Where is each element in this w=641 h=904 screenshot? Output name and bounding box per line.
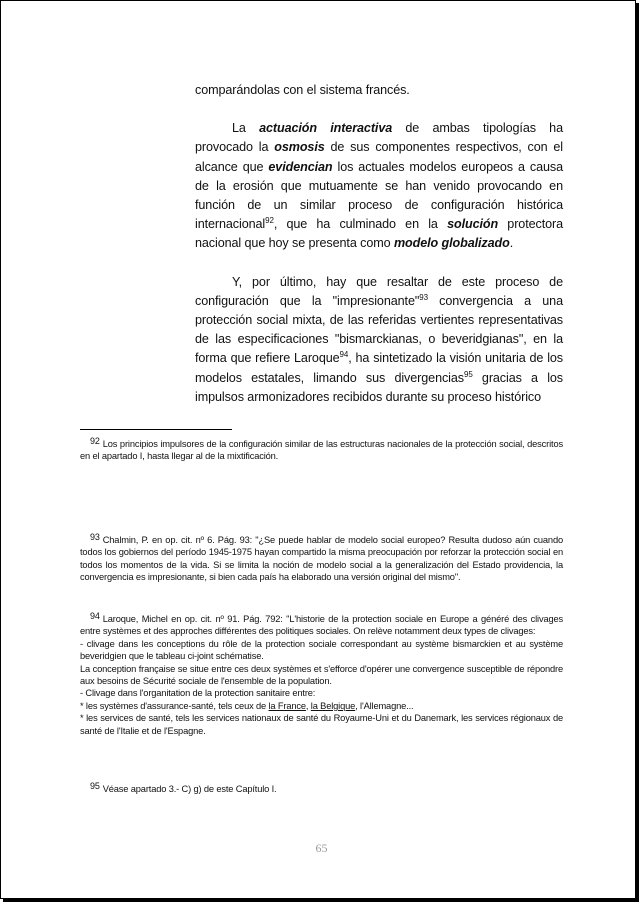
footnote-ref-92[interactable]: 92: [265, 216, 274, 226]
text-run: , ha sintetizado la visión unitaria de los modelos estatales, limando sus divergencias: [195, 351, 563, 385]
footnote-text: Véase apartado 3.- C) g) de este Capítulo I.: [102, 784, 277, 794]
text-run: los actuales modelos europeos a causa de la erosión que mutuamente se han venido provocando en función de un similar proceso de configuración histórica internacional: [195, 159, 563, 232]
emphasis: osmosis: [274, 140, 325, 155]
emphasis: modelo globalizado: [393, 236, 510, 251]
footnote-text: - Clivage dans l'organitation de la protection sanitaire entre:: [80, 688, 316, 699]
text-run: La: [232, 121, 260, 136]
text-run: de sus componentes respectivos, con el alcance que: [195, 140, 563, 174]
text-run: de ambas tipologías ha provocado la: [195, 121, 563, 155]
footnote-separator: [80, 429, 232, 430]
text-run: , l'Allemagne...: [355, 700, 414, 711]
footnote-text: La conception française se situe entre ces deux systèmes et s'efforce d'opérer une convergence susceptible de répondre aux besoins de Sécurité sociale de l'ensemble de la population.: [80, 663, 563, 687]
text-run: protectora nacional que hoy se presenta como: [195, 217, 563, 251]
emphasis: solución: [447, 217, 499, 232]
emphasis: actuación interactiva: [259, 121, 393, 136]
paragraph-1: comparándolas con el sistema francés.: [195, 83, 410, 97]
footnote-ref-95[interactable]: 95: [463, 369, 473, 379]
footnote-text: Chalmin, P. en op. cit. nº 6. Pág. 93: "¿Se puede hablar de modelo social europeo? Resulta dudoso aún cuando todos los gobiernos del período 1945-1975 hayan compartido la misma preocupación por reforzar la protección social en todos los momentos de la vida. Si se limita la noción de modelo social a la generalización del Estado providencia, la convergencia es impresionante, si bien cada país ha elaborado una versión original del mismo".: [80, 535, 563, 583]
footnote-text: - clivage dans les conceptions du rôle de la protection sociale correspondant au système bismarckien et au système beveridgien que le tableau ci-joint schématise.: [80, 638, 563, 662]
underlined-text: la Belgique: [310, 700, 356, 711]
paragraph-2: [195, 119, 563, 253]
text-run: * les systèmes d'assurance-santé, tels ceux de: [80, 700, 269, 711]
text-run: Y, por último, hay que resaltar de este proceso de configuración que la "impresionante": [195, 274, 563, 308]
text-run: convergencia a una protección social mixta, de las referidas vertientes representativas de las especificaciones "bismarckianas, o beveridgianas", en la forma que refiere Laroque: [195, 293, 563, 366]
footnote-92: [80, 435, 563, 463]
underlined-text: la France: [268, 700, 306, 711]
paragraph-3: [195, 273, 563, 407]
body-text: [195, 81, 563, 407]
footnote-text: Laroque, Michel en op. cit. nº 91. Pág. 792: "L'historie de la protection sociale en Europe a généré des clivages entre systèmes et des approches différentes des politiques sociales. On relève notamment deux types de clivages:: [80, 614, 563, 637]
emphasis: evidencian: [268, 159, 333, 174]
footnote-number: 94: [90, 611, 100, 621]
text-run: .: [509, 236, 514, 251]
footnote-94: [80, 610, 563, 737]
footnote-text: * les services de santé, tels les services nationaux de santé du Royaume-Uni et du Danemark, les services régionaux de santé de l'Italie et de l'Espagne.: [80, 713, 563, 736]
footnote-ref-93[interactable]: 93: [419, 292, 428, 302]
footnote-text: Los principios impulsores de la configuración similar de las estructuras nacionales de la protección social, descritos en el apartado I, hasta llegar al de la mixtificación.: [80, 439, 563, 462]
page-number: 65: [315, 841, 328, 855]
text-run: ,: [305, 700, 311, 711]
footnote-number: 95: [90, 781, 100, 791]
footnote-ref-94[interactable]: 94: [339, 350, 349, 360]
footnote-95: [80, 780, 563, 795]
footnote-93: [80, 531, 563, 584]
footnote-number: 92: [90, 436, 100, 446]
text-run: , que ha culminado en la: [273, 217, 448, 232]
footnote-text: [80, 700, 563, 712]
footnote-number: 93: [90, 532, 100, 542]
text-run: gracias a los impulsos armonizadores recibidos durante su proceso histórico: [195, 370, 563, 404]
